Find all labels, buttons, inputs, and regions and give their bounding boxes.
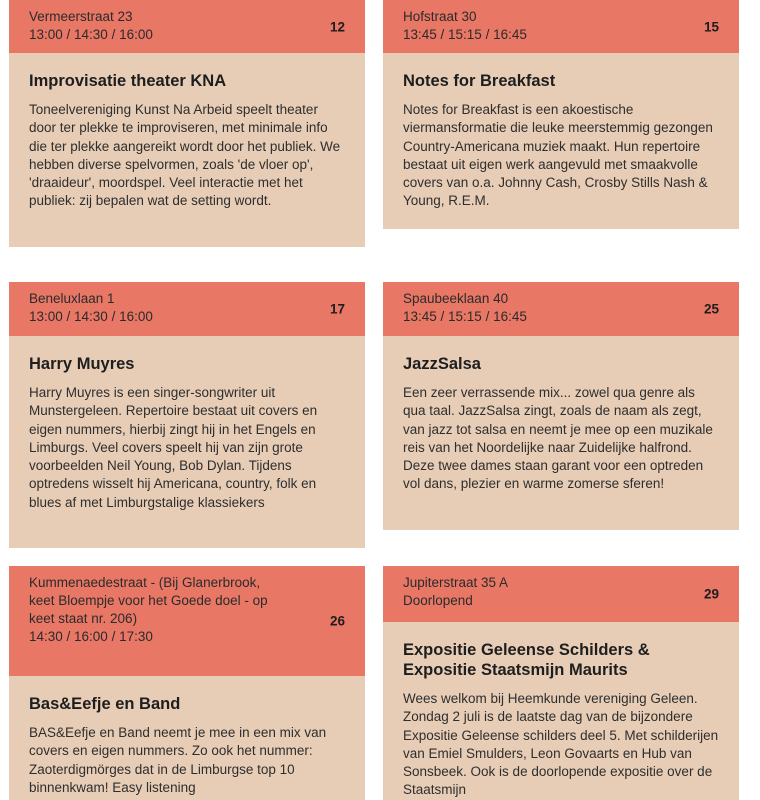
event-title[interactable]: JazzSalsa — [403, 355, 481, 373]
event-address: Vermeerstraat 23 — [29, 9, 133, 24]
event-number-badge: 25 — [703, 301, 719, 317]
event-description: Toneelvereniging Kunst Na Arbeid speelt theater door ter plekke te improviseren, met minimale info die ter plekke aangereikt wordt door het publiek. We hebben diverse spelvormen, zoals 'de vloer op', 'draaideur', moordspel. Veel interactie met het publiek: zij bepalen wat de setting wordt. — [29, 102, 341, 209]
event-times: 13:45 / 15:15 / 16:45 — [403, 309, 527, 324]
event-card — [9, 0, 365, 247]
event-description: Een zeer verrassende mix... zowel qua genre als qua taal. JazzSalsa zingt, zoals de naam als zegt, van jazz tot salsa en neemt je mee op een muzikale reis van het Noordelijke naar Zuidelijke halfrond. Deze twee dames staan garant voor een optreden vol dans, plezier en warme zomerse sferen! — [403, 385, 713, 492]
event-card-header — [9, 0, 365, 53]
event-times: 14:30 / 16:00 / 17:30 — [29, 629, 153, 644]
event-card-body — [9, 53, 365, 229]
event-description: Wees welkom bij Heemkunde vereniging Geleen. Zondag 2 juli is de laatste dag van de bijzondere Expositie Geleense schilders deel 5. Met schilderijen van Emiel Smulders, Leon Govaarts en Hub van Sonsbeek. Ook is de doorlopende expositie over de Staatsmijn — [403, 691, 719, 798]
event-number-badge: 15 — [703, 19, 719, 34]
event-card-header — [9, 566, 365, 676]
event-title[interactable]: Bas&Eefje en Band — [29, 695, 181, 713]
event-address: Beneluxlaan 1 — [29, 291, 115, 306]
event-number-badge: 26 — [329, 613, 345, 629]
event-card — [383, 566, 739, 800]
event-description: BAS&Eefje en Band neemt je mee in een mix van covers en eigen nummers. Zo ook het nummer: Zaoterdigmörges dat in de Limburgse top 10 binnenkwam! Easy listening — [29, 725, 327, 795]
event-card — [9, 282, 365, 548]
event-times: 13:00 / 14:30 / 16:00 — [29, 309, 153, 324]
event-card-body — [383, 336, 739, 512]
event-number-badge: 17 — [329, 301, 345, 317]
event-number-badge: 29 — [703, 586, 719, 602]
event-title[interactable]: Expositie Geleense Schilders & Expositie Staatsmijn Maurits — [403, 641, 650, 679]
event-address: Spaubeeklaan 40 — [403, 291, 509, 306]
event-card — [383, 0, 739, 229]
event-number-badge: 12 — [329, 19, 345, 34]
event-title[interactable]: Harry Muyres — [29, 355, 135, 373]
event-card — [9, 566, 365, 800]
event-description: Notes for Breakfast is een akoestische viermansformatie die leuke meerstemmig gezongen Country-Americana muziek maakt. Hun repertoire bestaat uit eigen werk aangevuld met smaakvolle covers van o.a. Johnny Cash, Crosby Stills Nash & Young, R.E.M. — [403, 102, 713, 209]
event-card-header — [383, 0, 739, 53]
event-times: 13:45 / 15:15 / 16:45 — [403, 27, 527, 42]
event-card-header — [383, 282, 739, 336]
event-card-body — [383, 622, 739, 800]
event-title[interactable]: Notes for Breakfast — [403, 72, 556, 90]
event-card-body — [9, 676, 365, 800]
event-address: Hofstraat 30 — [403, 9, 477, 24]
event-card — [383, 282, 739, 530]
event-times: Doorlopend — [403, 593, 473, 608]
event-title[interactable]: Improvisatie theater KNA — [29, 72, 227, 90]
event-times: 13:00 / 14:30 / 16:00 — [29, 27, 153, 42]
event-address: Jupiterstraat 35 A — [403, 575, 509, 590]
event-card-header — [9, 282, 365, 336]
event-card-header — [383, 566, 739, 622]
event-description: Harry Muyres is een singer-songwriter uit Munstergeleen. Repertoire bestaat uit covers en eigen nummers, hierbij zingt hij in het Engels en Limburgs. Veel covers speelt hij van zijn grote voorbeelden Neil Young, Bob Dylan. Tijdens optredens wisselt hij Americana, country, folk en blues af met Limburgstalige klassiekers — [29, 385, 318, 510]
event-card-body — [9, 336, 365, 530]
event-address: Kummenaedestraat - (Bij Glanerbrook, keet Bloempje voor het Goede doel - op keet staat nr. 206) — [29, 575, 268, 626]
event-card-body — [383, 53, 739, 229]
